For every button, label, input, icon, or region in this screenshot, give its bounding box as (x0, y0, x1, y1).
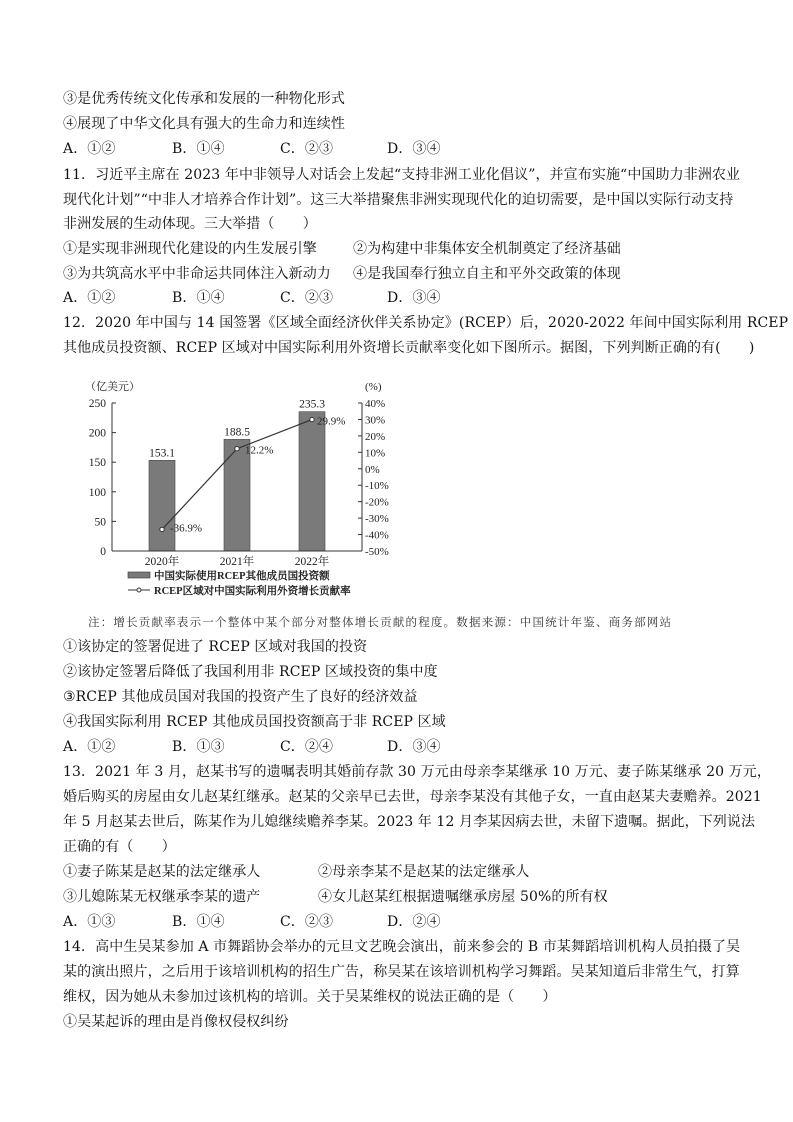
option-d: D．③④ (387, 141, 441, 157)
right-tick-label: -10% (365, 480, 389, 493)
q12-stem-line: 12．2020 年中国与 14 国签署《区域全面经济伙伴关系协定》(RCEP）后，2020-2022 年间中国实际利用 RCEP (63, 315, 789, 331)
left-tick-label: 200 (88, 427, 106, 440)
q11-item-4: ④是我国奉行独立自主和平外交政策的体现 (353, 266, 621, 282)
q13-item-4: ④女儿赵某红根据遗嘱继承房屋 50%的所有权 (318, 889, 608, 905)
option-c: C．②④ (280, 739, 334, 755)
option-d: D．③④ (387, 290, 441, 306)
q14-item-1: ①吴某起诉的理由是肖像权侵权纠纷 (63, 1014, 289, 1030)
q13-item-3: ③儿媳陈某无权继承李某的遗产 (63, 889, 261, 905)
q13-item-1: ①妻子陈某是赵某的法定继承人 (63, 864, 261, 880)
q13-stem-line: 正确的有（ ） (63, 839, 176, 855)
q11-stem-line: 11．习近平主席在 2023 年中非领导人对话会上发起“支持非洲工业化倡议”，并宣布实施“中国助力非洲农业 (63, 167, 741, 183)
q13-item-2: ②母亲李某不是赵某的法定继承人 (318, 864, 530, 880)
q13-items-row (63, 863, 530, 881)
right-tick-label: 20% (365, 430, 386, 443)
q14-stem-line: 某的演出照片，之后用于该培训机构的招生广告，称吴某在该培训机构学习舞蹈。吴某知道后非常生气，打算 (63, 964, 740, 980)
legend-bar-swatch (128, 572, 150, 578)
right-axis-unit: (%) (365, 381, 382, 393)
q11-items-row (63, 240, 621, 258)
option-a: A．①② (63, 290, 116, 306)
option-c: C．②③ (280, 290, 334, 306)
legend-line-label: RCEP区域对中国实际利用外资增长贡献率 (154, 586, 351, 597)
q13-items-row (63, 888, 608, 906)
q12-item-2: ②该协定签署后降低了我国利用非 RCEP 区域投资的集中度 (63, 664, 438, 680)
q11-stem-line: 现代化计划”“中非人才培养合作计划”。这三大举措聚焦非洲实现现代化的迫切需要，是中国以实际行动支持 (63, 192, 734, 208)
rcep-chart (60, 370, 410, 600)
x-tick-label: 2020年 (144, 556, 180, 568)
q14-stem-line: 14．高中生吴某参加 A 市舞蹈协会举办的元旦文艺晚会演出，前来参会的 B 市某舞蹈培训机构人员拍摄了吴 (63, 939, 741, 955)
left-tick-label: 100 (88, 486, 106, 499)
q12-item-3: ③RCEP 其他成员国对我国的投资产生了良好的经济效益 (63, 689, 418, 705)
right-tick-label: -20% (365, 496, 389, 509)
line-point (310, 417, 314, 421)
left-tick-label: 50 (94, 516, 106, 529)
right-tick-label: 40% (365, 398, 386, 410)
bar-value-label: 188.5 (224, 426, 250, 439)
option-d: D．②④ (387, 914, 441, 930)
q10-item-3: ③是优秀传统文化传承和发展的一种物化形式 (63, 91, 345, 107)
q13-stem-line: 年 5 月赵某去世后，陈某作为儿媳继续赡养李某。2023 年 12 月李某因病去世，未留下遗嘱。据此，下列说法 (63, 814, 756, 830)
option-c: C．②③ (280, 141, 334, 157)
left-tick-label: 250 (88, 398, 106, 410)
q12-item-4: ④我国实际利用 RCEP 其他成员国投资额高于非 RCEP 区域 (63, 714, 446, 730)
right-tick-label: -40% (365, 529, 389, 542)
option-c: C．②③ (280, 914, 334, 930)
left-tick-label: 150 (88, 457, 106, 470)
line-value-label: 12.2% (245, 444, 274, 457)
bar (149, 460, 175, 551)
option-a: A．①② (63, 141, 116, 157)
right-tick-label: -30% (365, 513, 389, 526)
q11-stem-line: 非洲发展的生动体现。三大举措（ ） (63, 216, 317, 232)
x-tick-label: 2022年 (294, 556, 330, 568)
q14-stem-line: 维权，因为她从未参加过该机构的培训。关于吴某维权的说法正确的是（ ） (63, 989, 557, 1005)
x-tick-label: 2021年 (219, 556, 255, 568)
q11-items-row (63, 265, 621, 283)
option-b: B．①④ (172, 141, 225, 157)
left-tick-label: 0 (100, 546, 106, 558)
option-d: D．③④ (387, 739, 441, 755)
line-point (235, 447, 239, 451)
right-tick-label: 30% (365, 414, 386, 427)
option-a: A．①③ (63, 914, 116, 930)
q12-item-1: ①该协定的签署促进了 RCEP 区域对我国的投资 (63, 639, 368, 655)
line-value-label: 29.9% (317, 415, 346, 428)
left-axis-unit: （亿美元） (85, 381, 140, 393)
bar (299, 412, 325, 551)
q12-stem-line: 其他成员投资额、RCEP 区域对中国实际利用外资增长贡献率变化如下图所示。据图，下列判断正确的有( ) (63, 340, 755, 356)
q11-item-2: ②为构建中非集体安全机制奠定了经济基础 (353, 241, 621, 257)
q13-stem-line: 婚后购买的房屋由女儿赵某红继承。赵某的父亲早已去世，母亲李某没有其他子女，一直由赵某夫妻赡养。2021 (63, 789, 762, 805)
legend-bar-label: 中国实际使用RCEP其他成员国投资额 (154, 571, 330, 582)
option-b: B．①③ (172, 739, 225, 755)
right-tick-label: 0% (365, 463, 380, 476)
legend-line-marker (137, 588, 141, 592)
bar-value-label: 153.1 (149, 447, 175, 460)
right-tick-label: -50% (365, 546, 389, 558)
q13-stem-line: 13．2021 年 3 月，赵某书写的遗嘱表明其婚前存款 30 万元由母亲李某继承 10 万元、妻子陈某继承 20 万元， (63, 764, 771, 780)
line-point (160, 527, 164, 531)
q11-item-1: ①是实现非洲现代化建设的内生发展引擎 (63, 241, 317, 257)
option-b: B．①④ (172, 290, 225, 306)
q10-item-4: ④展现了中华文化具有强大的生命力和连续性 (63, 116, 345, 132)
option-a: A．①② (63, 739, 116, 755)
right-tick-label: 10% (365, 447, 386, 460)
q11-item-3: ③为共筑高水平中非命运共同体注入新动力 (63, 266, 331, 282)
bar-value-label: 235.3 (299, 398, 325, 411)
option-b: B．①④ (172, 914, 225, 930)
chart-note: 注：增长贡献率表示一个整体中某个部分对整体增长贡献的程度。数据来源：中国统计年鉴、商务部网站 (88, 615, 673, 629)
line-value-label: -36.9% (170, 522, 203, 535)
